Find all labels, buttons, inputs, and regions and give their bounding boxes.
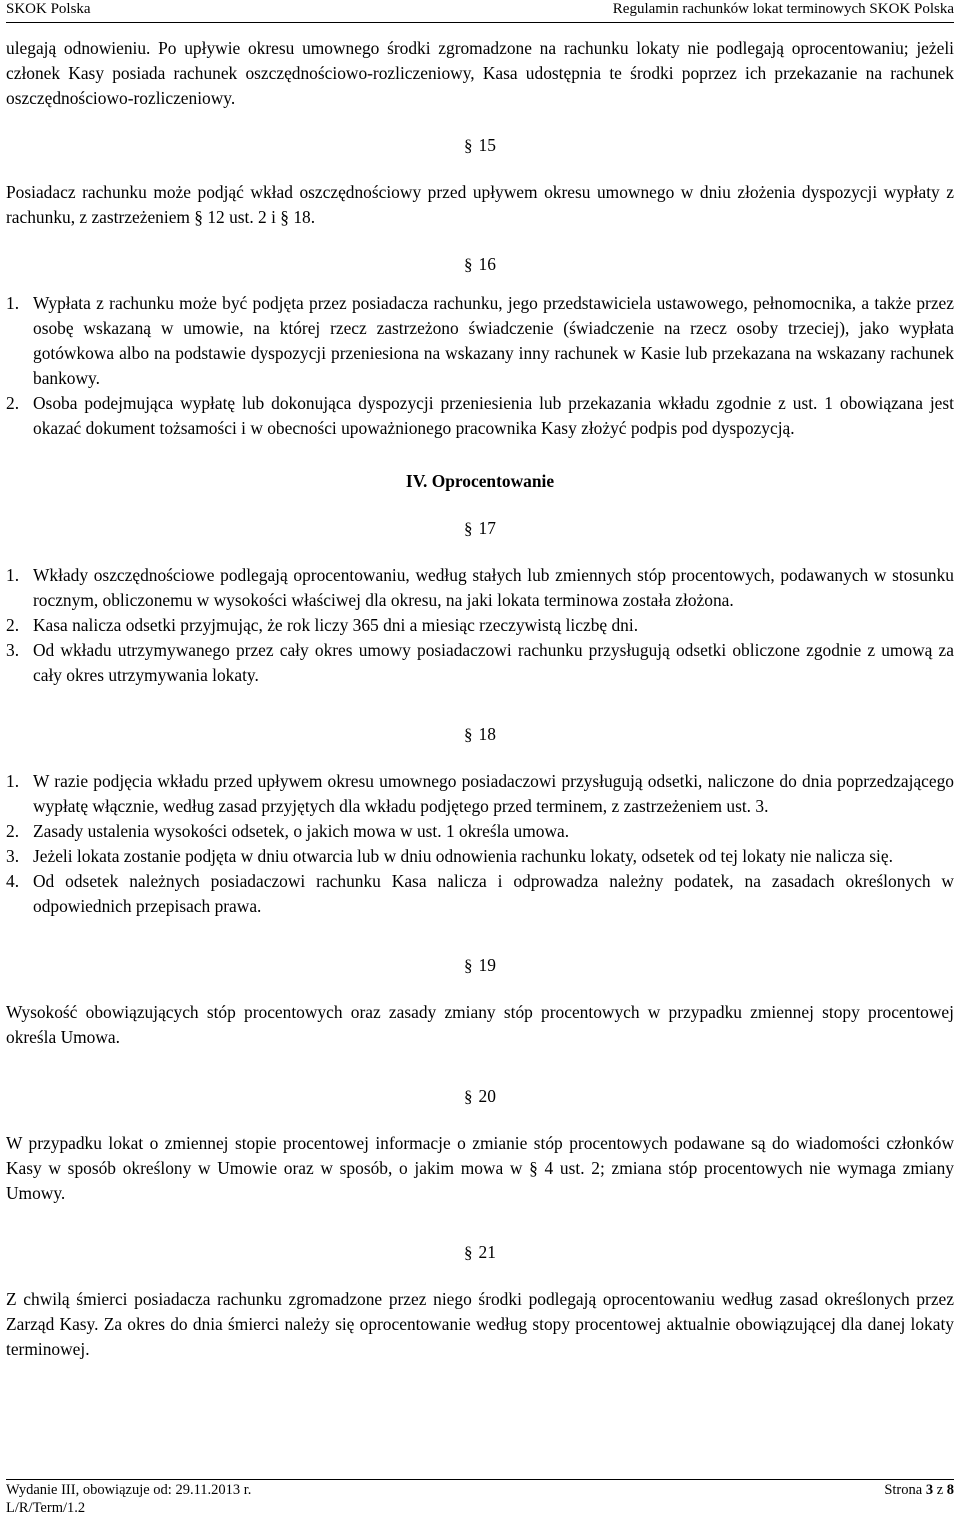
section-19-heading: § 19 <box>464 955 496 975</box>
section-17-item-3: 3. Od wkładu utrzymywanego przez cały okres umowy posiadaczowi rachunku przysługują odsetki obliczone zgodnie z umową za cały okres utrzymywania lokaty. <box>6 640 954 685</box>
section-18-item-1: 1. W razie podjęcia wkładu przed upływem okresu umownego posiadaczowi przysługują odsetki, naliczone do dnia poprzedzającego wypłatę włącznie, według zasad przyjętych dla wkładu podjętego przed terminem, z zastrzeżeniem ust. 3. <box>6 771 954 816</box>
footer-edition: Wydanie III, obowiązuje od: 29.11.2013 r. <box>6 1482 252 1498</box>
section-21-heading: § 21 <box>464 1242 496 1262</box>
section-16-heading: § 16 <box>464 254 496 274</box>
section-symbol: § <box>464 136 473 155</box>
page-header <box>6 0 954 23</box>
section-symbol: § <box>464 255 473 274</box>
section-symbol: § <box>464 1087 473 1106</box>
section-symbol: § <box>464 1243 473 1262</box>
section-18-item-2: 2. Zasady ustalenia wysokości odsetek, o jakich mowa w ust. 1 określa umowa. <box>6 821 570 841</box>
section-18-item-3: 3. Jeżeli lokata zostanie podjęta w dniu otwarcia lub w dniu odnowienia rachunku lokaty, odsetek od tej lokaty nie nalicza się. <box>6 846 893 866</box>
section-19-text: Wysokość obowiązujących stóp procentowych oraz zasady zmiany stóp procentowych w przypadku zmiennej stopy procentowej określa Umowa. <box>6 1002 954 1047</box>
section-20-heading: § 20 <box>464 1086 496 1106</box>
section-17-item-1: 1. Wkłady oszczędnościowe podlegają oprocentowaniu, według stałych lub zmiennych stóp procentowych, podawanych w stosunku rocznym, obliczonemu w wysokości właściwej dla okresu, na jaki lokata terminowa została złożona. <box>6 565 954 610</box>
section-21-text: Z chwilą śmierci posiadacza rachunku zgromadzone przez niego środki podlegają oprocentowaniu według zasad określonych przez Zarząd Kasy. Za okres do dnia śmierci należy się oprocentowanie według stopy procentowej aktualnie obowiązującej dla danej lokaty terminowej. <box>6 1289 954 1359</box>
section-16-item-2: 2. Osoba podejmująca wypłatę lub dokonująca dyspozycji przeniesienia lub przekazania wkładu zgodnie z ust. 1 obowiązana jest okazać dokument tożsamości i w obecności upoważnionego pracownika Kasy złożyć podpis pod dyspozycją. <box>6 393 954 438</box>
section-18-item-4: 4. Od odsetek należnych posiadaczowi rachunku Kasa nalicza i odprowadza należny podatek, na zasadach określonych w odpowiednich przepisach prawa. <box>6 871 954 916</box>
section-symbol: § <box>464 956 473 975</box>
section-symbol: § <box>464 725 473 744</box>
page-footer <box>6 1479 954 1516</box>
section-15-heading: § 15 <box>464 135 496 155</box>
section-17-heading: § 17 <box>464 518 496 538</box>
section-20-text: W przypadku lokat o zmiennej stopie procentowej informacje o zmianie stóp procentowych podawane są do wiadomości członków Kasy w sposób określony w Umowie oraz w sposób, o jakim mowa w § 4 ust. 2; zmiana stóp procentowych nie wymaga zmiany Umowy. <box>6 1133 954 1203</box>
header-right: Regulamin rachunków lokat terminowych SKOK Polska <box>612 1 954 17</box>
footer-page-number: Strona 3 z 8 <box>884 1482 954 1498</box>
section-17-item-2: 2. Kasa nalicza odsetki przyjmując, że rok liczy 365 dni a miesiąc rzeczywistą liczbę dni. <box>6 615 639 635</box>
section-18-heading: § 18 <box>464 724 496 744</box>
header-left: SKOK Polska <box>6 1 91 17</box>
section-15-text: Posiadacz rachunku może podjąć wkład oszczędnościowy przed upływem okresu umownego w dniu złożenia dyspozycji wypłaty z rachunku, z zastrzeżeniem § 12 ust. 2 i § 18. <box>6 182 954 227</box>
chapter-heading: IV. Oprocentowanie <box>405 471 555 491</box>
footer-document-code: L/R/Term/1.2 <box>6 1500 86 1516</box>
continuation-paragraph: ulegają odnowieniu. Po upływie okresu umownego środki zgromadzone na rachunku lokaty nie podlegają oprocentowaniu; jeżeli członek Kasy posiada rachunek oszczędnościowo-rozliczeniowy, Kasa udostępnia te środki poprzez ich przekazanie na rachunek oszczędnościowo-rozliczeniowy. <box>6 38 954 108</box>
document-body <box>6 36 954 1362</box>
section-symbol: § <box>464 519 473 538</box>
section-16-item-1: 1. Wypłata z rachunku może być podjęta przez posiadacza rachunku, jego przedstawiciela ustawowego, pełnomocnika, a także przez osobę wskazaną w umowie, na której rzecz zastrzeżono świadczenie (świadczenie na rzecz osoby trzeciej), jako wypłata gotówkowa albo na podstawie dyspozycji przeniesiona na wskazany inny rachunek w Kasie lub przekazana na wskazany rachunek bankowy. <box>6 293 954 388</box>
